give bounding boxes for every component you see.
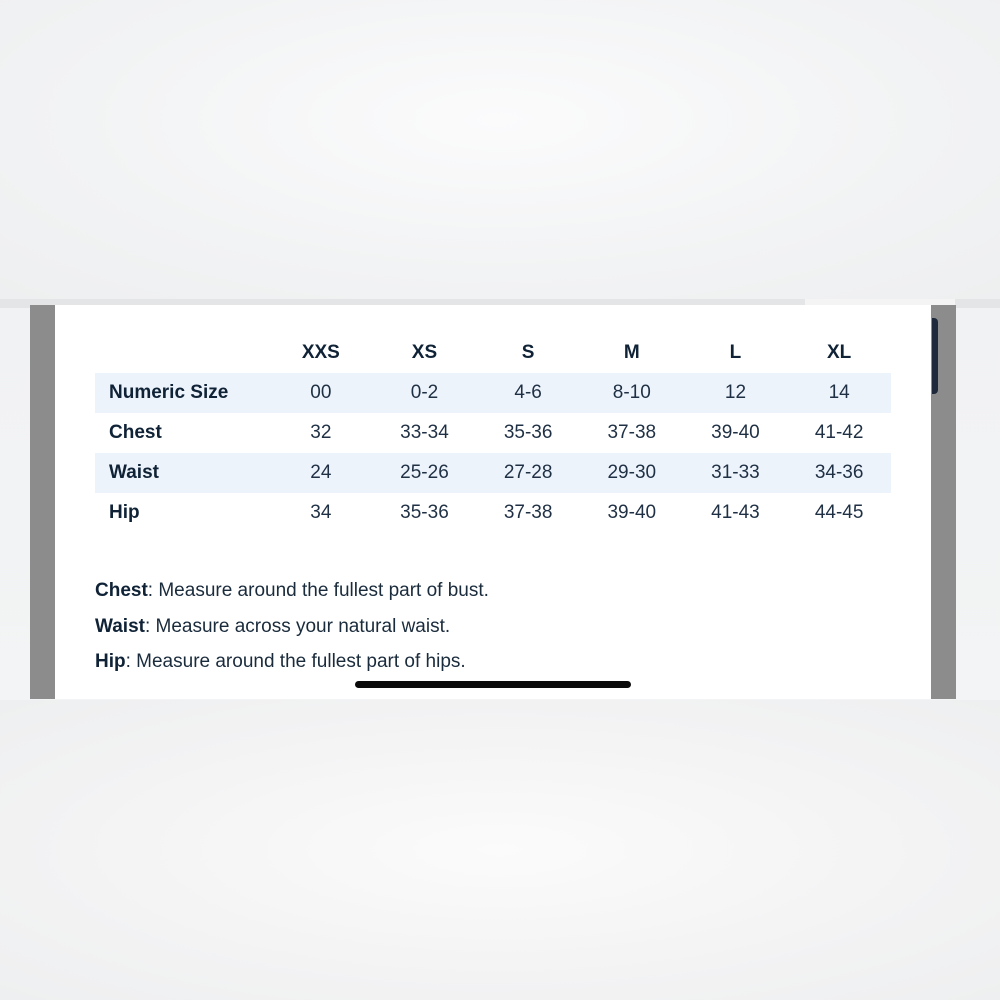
table-cell: 39-40 (607, 502, 657, 523)
size-column-header: S (521, 342, 535, 363)
table-cell: 00 (310, 382, 332, 403)
size-chart-table (95, 333, 891, 533)
size-column-header: M (623, 342, 640, 363)
table-cell: 41-42 (814, 422, 864, 443)
table-cell: 34-36 (814, 462, 864, 483)
table-row-chest (95, 413, 891, 453)
table-cell: 37-38 (503, 502, 553, 523)
table-row-waist (95, 453, 891, 493)
measurement-notes (95, 577, 489, 684)
table-cell: 33-34 (400, 422, 449, 443)
size-header-row (95, 333, 891, 373)
note-hip (95, 648, 489, 684)
table-cell: 12 (724, 382, 747, 403)
blurred-background-top (0, 0, 1000, 300)
table-cell: 31-33 (711, 462, 760, 483)
row-label: Waist (109, 462, 159, 483)
table-cell: 14 (828, 382, 850, 403)
note-waist (95, 613, 489, 649)
table-cell: 37-38 (607, 422, 657, 443)
row-label: Numeric Size (109, 382, 229, 403)
size-column-header: L (729, 342, 742, 363)
frame-side-tab (932, 318, 938, 394)
table-row-hip (95, 493, 891, 533)
note-text: : Measure around the fullest part of hips. (125, 651, 466, 672)
row-label: Hip (109, 502, 140, 523)
table-cell: 32 (310, 422, 332, 443)
table-cell: 8-10 (612, 382, 651, 403)
size-chart-sheet[interactable] (55, 305, 931, 699)
note-term: Hip (95, 651, 126, 672)
note-term: Waist (95, 615, 145, 637)
table-cell: 25-26 (400, 462, 449, 483)
size-column-header: XL (827, 342, 852, 363)
note-text: : Measure around the fullest part of bust. (147, 580, 489, 601)
note-term: Chest (95, 580, 148, 601)
table-row-numeric-size (95, 373, 891, 413)
table-cell: 29-30 (607, 462, 657, 483)
header-corner-cell (95, 333, 269, 373)
note-text: : Measure across your natural waist. (144, 615, 451, 637)
row-label: Chest (109, 422, 162, 443)
table-cell: 24 (310, 462, 332, 483)
blurred-background-bottom (0, 700, 1000, 1000)
table-cell: 35-36 (503, 422, 553, 443)
table-cell: 34 (310, 502, 332, 523)
size-column-header: XS (411, 342, 438, 363)
size-column-header: XXS (301, 342, 340, 363)
table-cell: 35-36 (400, 502, 449, 523)
home-indicator-bar[interactable] (355, 681, 631, 688)
table-cell: 41-43 (711, 502, 760, 523)
table-cell: 27-28 (503, 462, 553, 483)
table-cell: 39-40 (711, 422, 760, 443)
note-chest (95, 577, 489, 613)
table-cell: 0-2 (410, 382, 439, 403)
table-cell: 44-45 (814, 502, 864, 523)
table-cell: 4-6 (514, 382, 542, 403)
